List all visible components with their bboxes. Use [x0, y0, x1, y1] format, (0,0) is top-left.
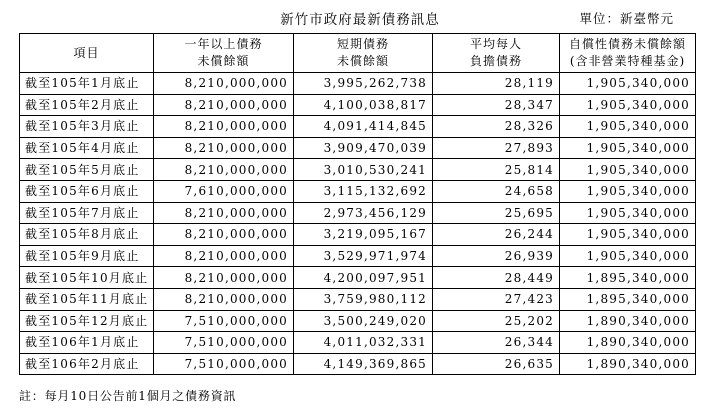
cell-per-capita-debt: 28,347	[433, 94, 560, 116]
header-self-liquidating	[560, 34, 696, 73]
cell-short-term-debt: 2,973,456,129	[294, 202, 433, 224]
cell-per-capita-debt: 28,119	[433, 73, 560, 95]
page-title: 新竹市政府最新債務訊息	[280, 12, 440, 28]
debt-table	[19, 33, 696, 375]
cell-per-capita-debt: 25,814	[433, 159, 560, 181]
cell-long-term-debt: 8,210,000,000	[154, 94, 294, 116]
cell-period: 截至105年8月底止	[20, 224, 154, 246]
cell-period: 截至105年5月底止	[20, 159, 154, 181]
cell-self-liquidating-debt: 1,890,340,000	[560, 310, 696, 332]
cell-self-liquidating-debt: 1,905,340,000	[560, 73, 696, 95]
header-long-term-line1: 一年以上債務	[184, 37, 263, 51]
cell-long-term-debt: 8,210,000,000	[154, 159, 294, 181]
cell-period: 截至105年3月底止	[20, 116, 154, 138]
cell-long-term-debt: 8,210,000,000	[154, 202, 294, 224]
table-row	[20, 137, 696, 159]
header-self-liquidating-line1: 自償性債務未償餘額	[568, 37, 686, 51]
cell-short-term-debt: 4,200,097,951	[294, 267, 433, 289]
header-long-term-line2: 未償餘額	[197, 54, 250, 68]
cell-self-liquidating-debt: 1,890,340,000	[560, 332, 696, 354]
header-item-line1: 項目	[73, 45, 100, 60]
cell-long-term-debt: 8,210,000,000	[154, 137, 294, 159]
cell-short-term-debt: 3,759,980,112	[294, 288, 433, 310]
table-row	[20, 159, 696, 181]
table-row	[20, 202, 696, 224]
cell-period: 截至105年9月底止	[20, 245, 154, 267]
cell-self-liquidating-debt: 1,895,340,000	[560, 267, 696, 289]
cell-long-term-debt: 8,210,000,000	[154, 245, 294, 267]
cell-self-liquidating-debt: 1,905,340,000	[560, 202, 696, 224]
cell-self-liquidating-debt: 1,905,340,000	[560, 180, 696, 202]
cell-period: 截至105年7月底止	[20, 202, 154, 224]
table-row	[20, 224, 696, 246]
cell-long-term-debt: 8,210,000,000	[154, 224, 294, 246]
table-row	[20, 332, 696, 354]
cell-self-liquidating-debt: 1,905,340,000	[560, 116, 696, 138]
cell-self-liquidating-debt: 1,905,340,000	[560, 224, 696, 246]
table-row	[20, 288, 696, 310]
cell-short-term-debt: 3,909,470,039	[294, 137, 433, 159]
cell-period: 截至106年1月底止	[20, 332, 154, 354]
cell-self-liquidating-debt: 1,895,340,000	[560, 288, 696, 310]
header-self-liquidating-line2: (含非營業特種基金)	[569, 54, 686, 68]
cell-long-term-debt: 8,210,000,000	[154, 116, 294, 138]
header-long-term	[154, 34, 294, 73]
cell-per-capita-debt: 26,939	[433, 245, 560, 267]
cell-per-capita-debt: 26,344	[433, 332, 560, 354]
cell-short-term-debt: 3,500,249,020	[294, 310, 433, 332]
cell-self-liquidating-debt: 1,905,340,000	[560, 245, 696, 267]
header-short-term-line1: 短期債務	[336, 37, 389, 51]
header-per-capita	[433, 34, 560, 73]
cell-per-capita-debt: 25,202	[433, 310, 560, 332]
header-per-capita-line1: 平均每人	[469, 37, 522, 51]
cell-long-term-debt: 8,210,000,000	[154, 73, 294, 95]
cell-short-term-debt: 3,529,971,974	[294, 245, 433, 267]
table-row	[20, 73, 696, 95]
cell-period: 截至105年1月底止	[20, 73, 154, 95]
cell-period: 截至105年12月底止	[20, 310, 154, 332]
cell-per-capita-debt: 25,695	[433, 202, 560, 224]
header-short-term-line2: 未償餘額	[336, 54, 389, 68]
cell-short-term-debt: 4,011,032,331	[294, 332, 433, 354]
cell-period: 截至105年2月底止	[20, 94, 154, 116]
cell-per-capita-debt: 27,893	[433, 137, 560, 159]
table-row	[20, 245, 696, 267]
cell-long-term-debt: 8,210,000,000	[154, 267, 294, 289]
table-row	[20, 353, 696, 375]
table-row	[20, 94, 696, 116]
cell-short-term-debt: 4,100,038,817	[294, 94, 433, 116]
currency-unit: 單位：新臺幣元	[579, 11, 674, 26]
cell-self-liquidating-debt: 1,905,340,000	[560, 159, 696, 181]
cell-short-term-debt: 4,149,369,865	[294, 353, 433, 375]
header-short-term	[294, 34, 433, 73]
cell-per-capita-debt: 24,658	[433, 180, 560, 202]
cell-long-term-debt: 7,610,000,000	[154, 180, 294, 202]
debt-table-header	[20, 34, 696, 73]
cell-per-capita-debt: 27,423	[433, 288, 560, 310]
table-row	[20, 310, 696, 332]
table-row	[20, 116, 696, 138]
cell-short-term-debt: 3,219,095,167	[294, 224, 433, 246]
footnote: 註：每月10日公告前1個月之債務資訊	[19, 389, 237, 403]
cell-period: 截至105年10月底止	[20, 267, 154, 289]
cell-self-liquidating-debt: 1,905,340,000	[560, 137, 696, 159]
cell-period: 截至106年2月底止	[20, 353, 154, 375]
cell-long-term-debt: 7,510,000,000	[154, 353, 294, 375]
cell-period: 截至105年6月底止	[20, 180, 154, 202]
header-row	[20, 34, 696, 73]
cell-short-term-debt: 3,995,262,738	[294, 73, 433, 95]
cell-per-capita-debt: 28,326	[433, 116, 560, 138]
cell-self-liquidating-debt: 1,905,340,000	[560, 94, 696, 116]
cell-short-term-debt: 3,010,530,241	[294, 159, 433, 181]
cell-self-liquidating-debt: 1,890,340,000	[560, 353, 696, 375]
header-per-capita-line2: 負擔債務	[469, 54, 522, 68]
table-row	[20, 267, 696, 289]
cell-per-capita-debt: 26,244	[433, 224, 560, 246]
cell-period: 截至105年4月底止	[20, 137, 154, 159]
cell-per-capita-debt: 26,635	[433, 353, 560, 375]
table-row	[20, 180, 696, 202]
cell-long-term-debt: 7,510,000,000	[154, 310, 294, 332]
cell-short-term-debt: 4,091,414,845	[294, 116, 433, 138]
debt-table-body	[20, 73, 696, 375]
header-item	[20, 34, 154, 73]
cell-per-capita-debt: 28,449	[433, 267, 560, 289]
cell-long-term-debt: 8,210,000,000	[154, 288, 294, 310]
cell-period: 截至105年11月底止	[20, 288, 154, 310]
cell-long-term-debt: 7,510,000,000	[154, 332, 294, 354]
cell-short-term-debt: 3,115,132,692	[294, 180, 433, 202]
